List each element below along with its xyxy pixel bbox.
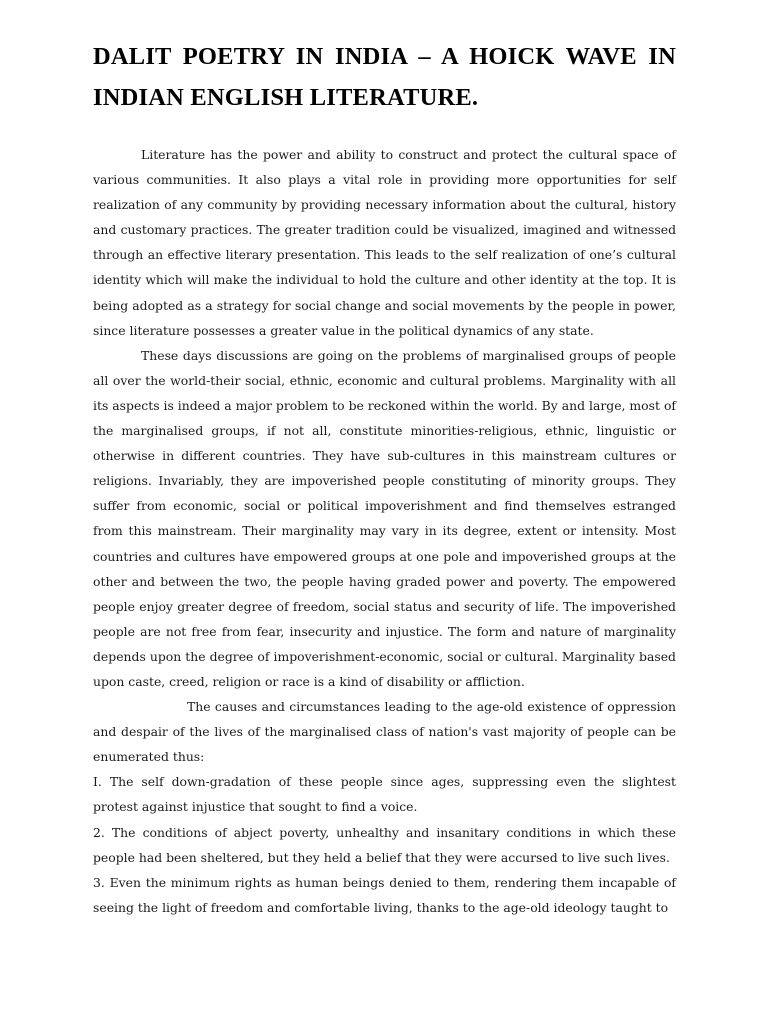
- document-title: [93, 36, 676, 118]
- document-body: [93, 142, 676, 920]
- title-line-2: INDIAN ENGLISH LITERATURE.: [93, 84, 479, 111]
- title-line-1: DALIT POETRY IN INDIA – A HOICK WAVE IN: [93, 43, 676, 70]
- paragraph-causes: The causes and circumstances leading to the age-old existence of oppression and despair of the lives of the marginalised class of nation's vast majority of people can be enumerated thus:: [93, 699, 676, 765]
- list-item-1: I. The self down-gradation of these people since ages, suppressing even the slightest protest against injustice that sought to find a voice.: [93, 774, 676, 815]
- causes-list: [93, 769, 676, 920]
- paragraph-literature: Literature has the power and ability to construct and protect the cultural space of various communities. It also plays a vital role in providing more opportunities for self realization of any community by providing necessary information about the cultural, history and customary practices. The greater tradition could be visualized, imagined and witnessed through an effective literary presentation. This leads to the self realization of one’s cultural identity which will make the individual to hold the culture and other identity at the top. It is being adopted as a strategy for social change and social movements by the people in power, since literature possesses a greater value in the political dynamics of any state.: [93, 147, 676, 338]
- list-item-3: 3. Even the minimum rights as human beings denied to them, rendering them incapable of seeing the light of freedom and comfortable living, thanks to the age-old ideology taught to: [93, 874, 676, 915]
- paragraph-marginalised-groups: These days discussions are going on the problems of marginalised groups of people all over the world-their social, ethnic, economic and cultural problems. Marginality with all its aspects is indeed a major problem to be reckoned within the world. By and large, most of the marginalised groups, if not all, constitute minorities-religious, ethnic, linguistic or otherwise in different countries. They have sub-cultures in this mainstream cultures or religions. Invariably, they are impoverished people constituting of minority groups. They suffer from economic, social or political impoverishment and find themselves estranged from this mainstream. Their marginality may vary in its degree, extent or intensity. Most countries and cultures have empowered groups at one pole and impoverished groups at the other and between the two, the people having graded power and poverty. The empowered people enjoy greater degree of freedom, social status and security of life. The impoverished people are not free from fear, insecurity and injustice. The form and nature of marginality depends upon the degree of impoverishment-economic, social or cultural. Marginality based upon caste, creed, religion or race is a kind of disability or affliction.: [93, 347, 676, 689]
- list-item-2: 2. The conditions of abject poverty, unhealthy and insanitary conditions in which these people had been sheltered, but they held a belief that they were accursed to live such lives.: [93, 824, 676, 865]
